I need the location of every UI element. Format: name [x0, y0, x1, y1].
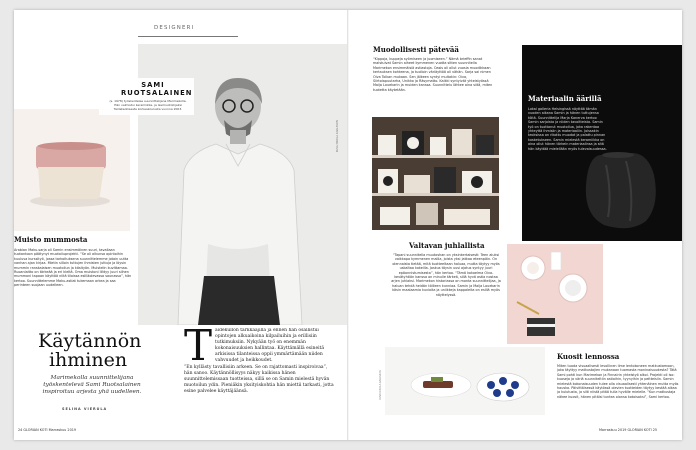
meal-illustration	[385, 347, 545, 415]
section-rule	[138, 36, 238, 37]
sidebar-text: Arabian Maku-sarja oli Samin ensimmäinen suuri, tavallaan tuotantoon päätynyt muotoiluprojekti. “Se oli alkunsa opintoihin kuuluva kurssityö, jossa tarkoituksena suunnittelemme jotain uutta vanhan ajan kirjaa. Mietin silloin tuttujen ihmisten juttuja ja löysin mummin ranskalaisen muotoilun ja käsityön. Muistelin kuvittamaa. Ruoanlaitto on tärkeää ja eri kieltä. Oma muistoni liittyy juuri siihen mummoni tapaan käyttää niitä tiloissa esilläolevassa saunassa”, hän kertoo. Suunnittelemme Maku-astiat tukemaan arkea ja saa perinteen suojaan uudelleen.	[14, 248, 132, 288]
right-page	[349, 10, 682, 440]
drop-cap: T	[184, 328, 213, 370]
photo-credit: KUVA NIKOLA KARLSSON	[336, 120, 339, 153]
section-label: DESIGNERI	[154, 25, 195, 31]
section-text-4: Miten tuoda visuaalisesti levollinen ilme lentokoneen matkustamoon, joka täyttyy matkustajien mukanaan tuomasta moninaisuudesta? Tätä Sami pohti kun Marimekon ja Finnairin yhteistyö alkoi. Projekti oli iso: kuoseja ja väriä suunniteltiin astioihin, tyynyihin ja peitteisiin. Samin mielestä kokonaisuuden tulee olla visuaalisesti yhtenäinen mutta myös hauska. Päivittäisessä käytössä olevien tuotteiden täytyy kestää aikaa ja kulutusta, ja silti niistä pitää tulla hyvälle mielelle. “Kun matkustaja näkee kuosit, hänen pitäisi tuntea olonsa kotoisaksi”, Sami kertoo.	[557, 364, 679, 399]
section-title-2: Materiaalin äärillä	[528, 94, 602, 103]
sami-bio: (s. 1978) työskentelee suunnittelijana Marimekolla. Hän valmistui keramiikka- ja lasimuotoilijaksi Taideteollisesta korkeakoulusta vuonna 2003.	[109, 99, 187, 111]
byline: SELINA VIERULA	[62, 407, 108, 411]
photo-dish-shelf	[372, 117, 499, 230]
body-column-1	[184, 328, 334, 418]
section-text-3: “Tapani suunnitella muutoshan on yksinkertaisesti: Teen aluksi vaikkapa kymmenen mallia, joista yksi jatkaa eteenpäin. On olennaista tietää, mitä tuotteeltaan haluaa, mutta täytyy myös uskaltaa kokeilla. Joskus täysin uusi ajatus syntyy juuri epäonnistumisesta”, hän kertoo. “Tämä kokoelma Oiva-kevätyhtiön kanssa on minulle tärkeä, sillä hyvä astia nostaa arjen juhlaksi. Marimekon historiassa on monta suunnittelijaa, ja haluan tehdä heidän töilleen kunniaa. Samin ja Maija Louekarin käsin maalaamia kuvioita ja uniikkeja kappaleita on esillä myös näyttelyssä.	[391, 253, 501, 297]
section-title-1: Muodollisesti pätevää	[373, 45, 459, 54]
dark-feature-panel	[522, 45, 682, 241]
sami-name: SAMI RUOTSALAINEN	[121, 81, 193, 97]
section-title-4: Kuosit lennossa	[557, 352, 620, 361]
sami-bio-box	[99, 78, 194, 115]
section-text-1: “Kippoja, kuppeja syömiseen ja juomiseen.” Nämä brieffin sanat maistuivat Samin aiheet kymmenen vuotta sitten suunnitella Marimekon ensimmäisiä astiastoja. Oasis oli ollut vuosia muodikkaan kertauksen kohteena, ja tuolloin väriäyttöä oli vähän. Sarja sai nimen Oiva Toikan mukaan. Sen jälkeen syntyi muitakin: Oiva, Siirtolapuutarha, Unikko ja Räsymatto. Kaikki syntyivät yhteistyössä Maija Louekarin ja muiden kanssa. Suunnittelu lähtee aina siitä, miten tuotetta käytetään.	[373, 57, 493, 92]
dishes-illustration	[372, 117, 499, 230]
section-text-2: Lokal galleria Helsingissä näyttää tämän vuoden aikana Samin ja hänen tuttujensa töitä. Suunnittelija Marja Kanerva kertoo Samin sarjoista ja niiden tavoitteista. Samin työ on tuottanut muotoilua, joka rakentaa yhteyttä ihmisiin ja materiaaliin. Joissakin teoksissa on rikottu muodot ja palattu pinnan kosketukseen. Samin mielestä keramiikka on aina ollut hänen tärkein materiaalinsa ja sitä hän käyttää mielellään myös tulevaisuudessa.	[528, 107, 607, 151]
body-paragraph-2: “En kyllästy tavallisiin arkeen. Se on rajattomasti inspiroivaa”, hän sanoo. Käytännöllisyys näkyy kaikissa hänen suunnittelemissaan tuotteissa, sillä se on Samin mielestä hyvän muotoilun ydin. Pieniäkin yksityiskohtia hän miettii tarkasti, jotta esine palvelee käyttäjäänsä.	[184, 365, 334, 394]
right-footer: Marraskuu 2019 GLORIAN KOTI 25	[599, 428, 658, 432]
table-illustration	[507, 244, 603, 344]
magazine-spread	[14, 10, 682, 440]
photo-credit-right: KUVA NIKOLA KARLSSON	[379, 370, 382, 400]
section-title-3: Valtavan juhlallista	[409, 241, 485, 250]
photo-meal-dishes	[385, 347, 545, 415]
sidebar-title: Muisto mummosta	[14, 235, 88, 244]
pot-illustration	[14, 109, 130, 231]
photo-maku-pot	[14, 109, 130, 231]
article-headline: Käytännön ihminen	[38, 330, 142, 371]
left-page	[14, 10, 347, 440]
article-lede: Marimekolla suunnittelijana työskentelevä Sami Ruotsalainen inspiroituu arjesta yhä uudelleen.	[42, 375, 142, 395]
body-paragraph-1: aidekullon tarkkaajilla ja ennen hän osallistui opintojen alkuaikoina kilpailuihin ja erillisiin tutkimuksiin. Nykyään työ on enemmän kokonaisuuksien hallintaa. Käyttämällä esineitä arkisissa tilanteissa oppii ymmärtämään niiden vahvuudet ja heikkoudet.	[215, 328, 325, 363]
photo-pink-table	[507, 244, 603, 344]
left-footer: 24 GLORIAN KOTI Marraskuu 2019	[18, 428, 77, 432]
